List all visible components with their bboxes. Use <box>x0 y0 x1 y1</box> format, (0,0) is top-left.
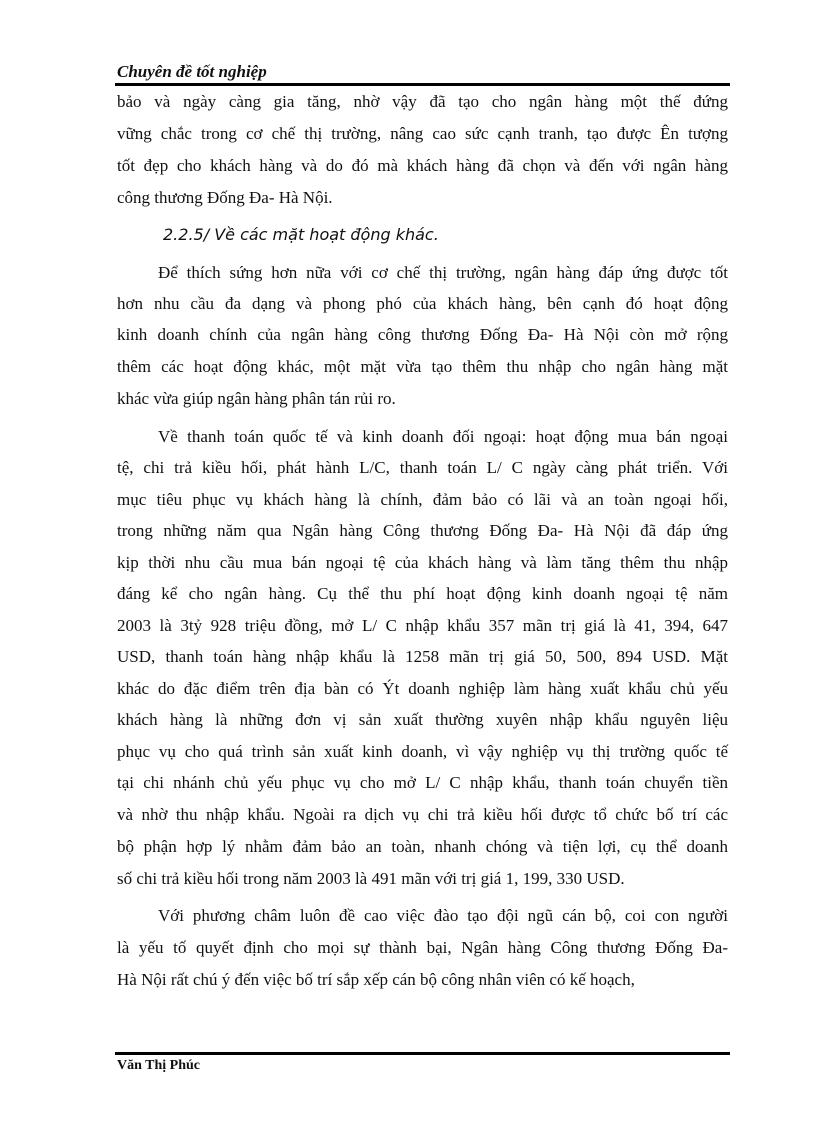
text-line: kinh doanh chính của ngân hàng công thương Đống Đa- Hà Nội còn mở rộng <box>117 325 728 344</box>
footer-divider <box>115 1052 730 1055</box>
text-line: số chi trả kiều hối trong năm 2003 là 491 mãn với trị giá 1, 199, 330 USD. <box>117 869 625 888</box>
text-line: khác do đặc điểm trên địa bàn có Ýt doanh nghiệp làm hàng xuất khẩu chủ yếu <box>117 679 728 698</box>
text-line: thêm các hoạt động khác, một mặt vừa tạo thêm thu nhập cho ngân hàng mặt <box>117 357 728 376</box>
text-line: kịp thời nhu cầu mua bán ngoại tệ của khách hàng và làm tăng thêm thu nhập <box>117 553 728 572</box>
text-line: Để thích sứng hơn nữa với cơ chế thị trường, ngân hàng đáp ứng được tốt <box>158 263 728 282</box>
text-line: tệ, chi trả kiều hối, phát hành L/C, thanh toán L/ C ngày càng phát triển. Với <box>117 458 728 477</box>
text-line: đáng kể cho ngân hàng. Cụ thể thu phí hoạt động kinh doanh ngoại tệ năm <box>117 584 728 603</box>
text-line: vững chắc trong cơ chế thị trường, nâng cao sức cạnh tranh, tạo được Ên tượng <box>117 124 728 143</box>
text-line: tốt đẹp cho khách hàng và do đó mà khách hàng đã chọn và đến với ngân hàng <box>117 156 728 175</box>
text-line: USD, thanh toán hàng nhập khẩu là 1258 mãn trị giá 50, 500, 894 USD. Mặt <box>117 647 728 666</box>
text-line: và nhờ thu nhập khẩu. Ngoài ra dịch vụ chi trả kiều hối được tổ chức bố trí các <box>117 805 728 824</box>
text-line: phục vụ cho quá trình sản xuất kinh doanh, vì vậy nghiệp vụ thị trường quốc tế <box>117 742 728 761</box>
text-line: khác vừa giúp ngân hàng phân tán rủi ro. <box>117 389 396 408</box>
header-divider <box>115 83 730 86</box>
text-line: mục tiêu phục vụ khách hàng là chính, đảm bảo có lãi và an toàn ngoại hối, <box>117 490 728 509</box>
text-line: công thương Đống Đa- Hà Nội. <box>117 188 333 207</box>
section-heading: 2.2.5/ Về các mặt hoạt động khác. <box>163 225 439 244</box>
text-line: 2003 là 3tỷ 928 triệu đồng, mở L/ C nhập khẩu 357 mãn trị giá là 41, 394, 647 <box>117 616 728 635</box>
document-title: Chuyên đề tốt nghiệp <box>117 62 267 81</box>
text-line: Hà Nội rất chú ý đến việc bố trí sắp xếp cán bộ công nhân viên có kế hoạch, <box>117 970 635 989</box>
text-line: là yếu tố quyết định cho mọi sự thành bại, Ngân hàng Công thương Đống Đa- <box>117 938 728 957</box>
text-line: khách hàng là những đơn vị sản xuất thường xuyên nhập khẩu nguyên liệu <box>117 710 728 729</box>
text-line: Với phương châm luôn đề cao việc đào tạo đội ngũ cán bộ, coi con người <box>158 906 728 925</box>
text-line: hơn nhu cầu đa dạng và phong phó của khách hàng, bên cạnh đó hoạt động <box>117 294 728 313</box>
text-line: bộ phận hợp lý nhằm đảm bảo an toàn, nhanh chóng và tiện lợi, cụ thể doanh <box>117 837 728 856</box>
text-line: trong những năm qua Ngân hàng Công thương Đống Đa- Hà Nội đã đáp ứng <box>117 521 728 540</box>
author-name: Văn Thị Phúc <box>117 1058 200 1073</box>
text-line: tại chi nhánh chủ yếu phục vụ cho mở L/ C nhập khẩu, thanh toán chuyển tiền <box>117 773 728 792</box>
text-line: bảo và ngày càng gia tăng, nhờ vậy đã tạo cho ngân hàng một thế đứng <box>117 92 728 111</box>
text-line: Về thanh toán quốc tế và kinh doanh đối ngoại: hoạt động mua bán ngoại <box>158 427 728 446</box>
